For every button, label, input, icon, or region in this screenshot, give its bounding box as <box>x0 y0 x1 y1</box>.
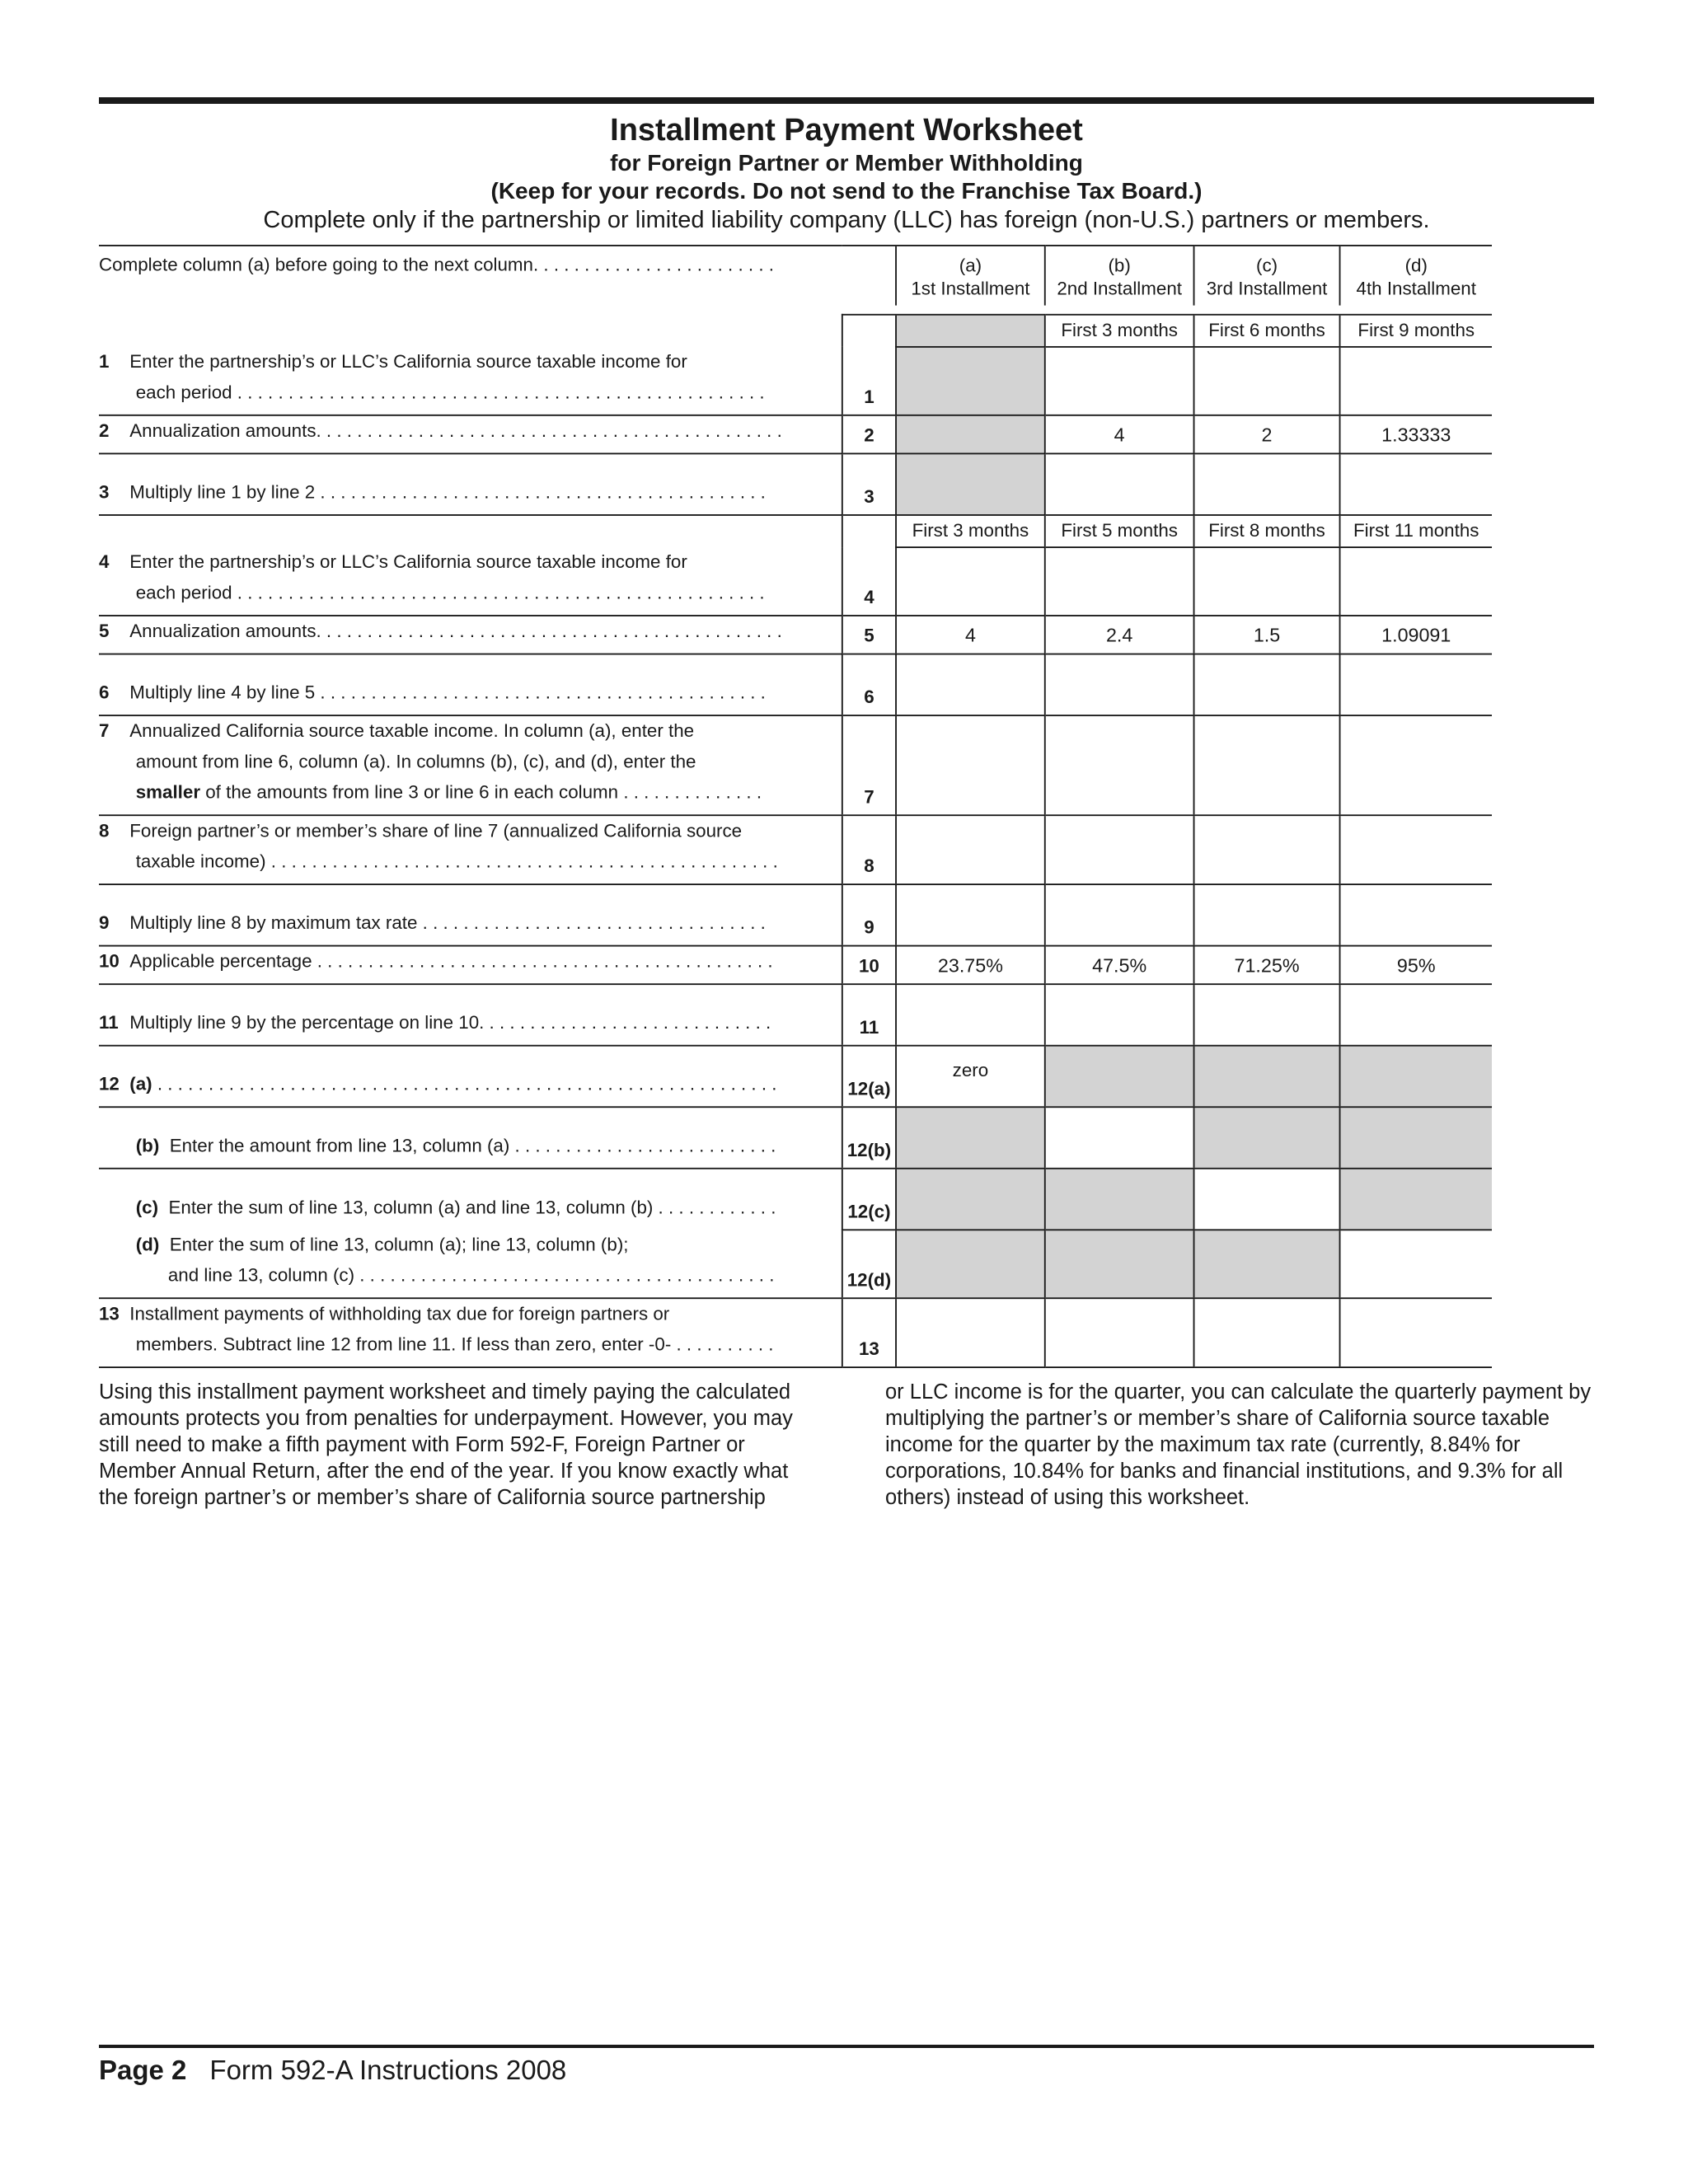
line-5-row <box>99 616 1492 654</box>
entry-cell[interactable] <box>1194 884 1340 946</box>
value-cell: 4 <box>1045 415 1194 454</box>
value-cell: 71.25% <box>1194 946 1340 985</box>
line-7-row <box>99 715 1492 815</box>
line-11-description: 11 Multiply line 9 by the percentage on line 10. . . . . . . . . . . . . . . . . . . . . . . . . . . . . <box>99 984 842 1046</box>
bottom-rule <box>99 2045 1594 2048</box>
entry-cell[interactable] <box>1045 815 1194 884</box>
line-11-row <box>99 984 1492 1046</box>
line-12c-row <box>99 1169 1492 1230</box>
entry-cell[interactable] <box>1340 1298 1492 1367</box>
line-number: 2 <box>842 415 896 454</box>
value-cell <box>896 415 1045 454</box>
title-block <box>99 111 1594 235</box>
entry-cell[interactable] <box>1340 815 1492 884</box>
entry-cell[interactable] <box>1340 347 1492 415</box>
line-number: 12(c) <box>842 1169 896 1230</box>
notes-left-column: Using this installment payment worksheet and timely paying the calculated amounts protects you from penalties for underpayment. However, you may still need to make a fifth payment with Form 592-F, Foreign Partner or Member Annual Return, after the end of the year. If you know exactly what the foreign partner’s or member’s share of California source partnership <box>99 1380 793 1509</box>
value-cell: 95% <box>1340 946 1492 985</box>
top-rule <box>99 97 1594 104</box>
line-number: 6 <box>842 654 896 716</box>
entry-cell[interactable] <box>1045 547 1194 616</box>
entry-cell[interactable] <box>1194 715 1340 815</box>
page-footer <box>99 2052 566 2088</box>
shaded-cell <box>1194 1230 1340 1298</box>
intro-instruction: Complete column (a) before going to the next column. . . . . . . . . . . . . . . . . . . . . . . . <box>99 246 842 306</box>
shaded-cell <box>1194 1046 1340 1108</box>
line-number: 7 <box>842 715 896 815</box>
column-b-header: (b) 2nd Installment <box>1045 246 1194 306</box>
line-5-description: 5 Annualization amounts. . . . . . . . . . . . . . . . . . . . . . . . . . . . . . . . . . . . . . . . . . . . . . <box>99 616 842 654</box>
period-cell: First 8 months <box>1194 515 1340 547</box>
line-3-row <box>99 453 1492 515</box>
value-cell: 2 <box>1194 415 1340 454</box>
line-7-description: 7 Annualized California source taxable income. In column (a), enter the amount from line 6, column (a). In columns (b), (c), and (d), enter the smaller of the amounts from line 3 or line 6 in each column . . . . . . . . . . . . . . <box>99 715 842 815</box>
shaded-cell <box>1340 1046 1492 1108</box>
value-cell: 1.5 <box>1194 616 1340 654</box>
entry-cell[interactable] <box>1340 715 1492 815</box>
line-13-description: 13 Installment payments of withholding tax due for foreign partners or members. Subtract line 12 from line 11. If less than zero, enter -0- . . . . . . . . . . <box>99 1298 842 1367</box>
value-cell: 47.5% <box>1045 946 1194 985</box>
entry-cell[interactable] <box>1045 1298 1194 1367</box>
entry-cell[interactable] <box>896 815 1045 884</box>
line-12a-row <box>99 1046 1492 1108</box>
entry-cell[interactable] <box>1194 654 1340 716</box>
line-6-description: 6 Multiply line 4 by line 5 . . . . . . . . . . . . . . . . . . . . . . . . . . . . . . . . . . . . . . . . . . . . <box>99 654 842 716</box>
entry-cell[interactable] <box>896 654 1045 716</box>
period-cell: First 6 months <box>1194 315 1340 347</box>
entry-cell[interactable] <box>1194 453 1340 515</box>
entry-cell[interactable] <box>1340 453 1492 515</box>
line-2-row <box>99 415 1492 454</box>
entry-cell <box>896 347 1045 415</box>
line-12b-row <box>99 1107 1492 1169</box>
period-row-1 <box>99 315 1492 347</box>
notes-right-column: or LLC income is for the quarter, you can calculate the quarterly payment by multiplying the partner’s or member’s share of California source taxable income for the quarter by the maximum tax rate (currently, 8.84% for corporations, 10.84% for banks and financial institutions, and 9.3% for all others) instead of using this worksheet. <box>885 1380 1592 1509</box>
period-cell <box>896 315 1045 347</box>
keep-notice: (Keep for your records. Do not send to the Franchise Tax Board.) <box>490 178 1203 204</box>
period-cell: First 11 months <box>1340 515 1492 547</box>
line-9-row <box>99 884 1492 946</box>
entry-cell[interactable] <box>896 715 1045 815</box>
column-a-header: (a) 1st Installment <box>896 246 1045 306</box>
entry-cell[interactable] <box>1045 884 1194 946</box>
line-8-row <box>99 815 1492 884</box>
shaded-cell <box>1340 1107 1492 1169</box>
line-10-description: 10 Applicable percentage . . . . . . . . . . . . . . . . . . . . . . . . . . . . . . . . . . . . . . . . . . . . . <box>99 946 842 985</box>
period-cell: First 9 months <box>1340 315 1492 347</box>
entry-cell[interactable] <box>1340 547 1492 616</box>
entry-cell[interactable] <box>1194 984 1340 1046</box>
value-cell: 1.09091 <box>1340 616 1492 654</box>
entry-cell[interactable] <box>1340 884 1492 946</box>
line-1-row <box>99 347 1492 415</box>
period-cell: First 3 months <box>896 515 1045 547</box>
eligibility-note: Complete only if the partnership or limited liability company (LLC) has foreign (non-U.S.) partners or members. <box>263 207 1430 233</box>
page-number: Page 2 <box>99 2055 187 2085</box>
line-number: 8 <box>842 815 896 884</box>
entry-cell[interactable] <box>1194 347 1340 415</box>
entry-cell[interactable] <box>1340 654 1492 716</box>
period-row-2 <box>99 515 1492 547</box>
line-number: 11 <box>842 984 896 1046</box>
entry-cell[interactable] <box>896 884 1045 946</box>
entry-cell[interactable] <box>1045 654 1194 716</box>
column-header-row <box>99 246 1492 306</box>
line-3-description: 3 Multiply line 1 by line 2 . . . . . . . . . . . . . . . . . . . . . . . . . . . . . . . . . . . . . . . . . . . . <box>99 453 842 515</box>
value-cell: 1.33333 <box>1340 415 1492 454</box>
entry-cell[interactable] <box>896 984 1045 1046</box>
worksheet-subtitle: for Foreign Partner or Member Withholding <box>610 150 1083 176</box>
line-number: 13 <box>842 1298 896 1367</box>
worksheet-title: Installment Payment Worksheet <box>610 113 1083 148</box>
value-cell: zero <box>896 1046 1045 1108</box>
entry-cell[interactable] <box>1340 1230 1492 1298</box>
form-name: Form 592-A Instructions 2008 <box>209 2055 567 2085</box>
value-cell: 4 <box>896 616 1045 654</box>
entry-cell[interactable] <box>1194 547 1340 616</box>
entry-cell[interactable] <box>1340 984 1492 1046</box>
line-1-description: 1 Enter the partnership’s or LLC’s California source taxable income for each period . . . . . . . . . . . . . . . . . . . . . . . . . . . . . . . . . . . . . . . . . . . . . . . . . . . . <box>99 347 842 415</box>
entry-cell[interactable] <box>896 547 1045 616</box>
shaded-cell <box>1045 1046 1194 1108</box>
entry-cell[interactable] <box>1045 453 1194 515</box>
entry-cell[interactable] <box>1194 815 1340 884</box>
line-number: 12(d) <box>842 1230 896 1298</box>
line-number: 1 <box>842 347 896 415</box>
value-cell: 2.4 <box>1045 616 1194 654</box>
entry-cell[interactable] <box>1194 1298 1340 1367</box>
shaded-cell <box>896 1107 1045 1169</box>
entry-cell <box>896 453 1045 515</box>
line-number: 9 <box>842 884 896 946</box>
shaded-cell <box>1045 1169 1194 1230</box>
shaded-cell <box>1045 1230 1194 1298</box>
line-2-description: 2 Annualization amounts. . . . . . . . . . . . . . . . . . . . . . . . . . . . . . . . . . . . . . . . . . . . . . <box>99 415 842 454</box>
line-4-description: 4 Enter the partnership’s or LLC’s California source taxable income for each period . . . . . . . . . . . . . . . . . . . . . . . . . . . . . . . . . . . . . . . . . . . . . . . . . . . . <box>99 547 842 616</box>
column-d-header: (d) 4th Installment <box>1340 246 1492 306</box>
shaded-cell <box>1194 1107 1340 1169</box>
value-cell: 23.75% <box>896 946 1045 985</box>
entry-cell[interactable] <box>1045 715 1194 815</box>
line-number: 3 <box>842 453 896 515</box>
entry-cell[interactable] <box>1045 347 1194 415</box>
line-number: 12(a) <box>842 1046 896 1108</box>
line-number: 10 <box>842 946 896 985</box>
explanatory-notes <box>99 1379 1594 1511</box>
line-12c-description: (c) Enter the sum of line 13, column (a) and line 13, column (b) . . . . . . . . . . . . <box>135 1197 776 1219</box>
line-8-description: 8 Foreign partner’s or member’s share of line 7 (annualized California source taxable income) . . . . . . . . . . . . . . . . . . . . . . . . . . . . . . . . . . . . . . . . . . . . . . . . . . <box>99 815 842 884</box>
shaded-cell <box>896 1169 1045 1230</box>
line-10-row <box>99 946 1492 985</box>
line-4-row <box>99 547 1492 616</box>
entry-cell[interactable] <box>896 1298 1045 1367</box>
shaded-cell <box>1340 1169 1492 1230</box>
period-cell: First 5 months <box>1045 515 1194 547</box>
line-12a-description: 12 (a) . . . . . . . . . . . . . . . . . . . . . . . . . . . . . . . . . . . . . . . . . . . . . . . . . . . . . . . . . . . . . <box>99 1046 842 1108</box>
worksheet-table <box>99 245 1492 1368</box>
line-13-row <box>99 1298 1492 1367</box>
line-12d-description: (d) Enter the sum of line 13, column (a); line 13, column (b); and line 13, column (c) . . . . . . . . . . . . . . . . . . . . . . . . . . . . . . . . . . . . . . . . . <box>99 1230 842 1298</box>
column-c-header: (c) 3rd Installment <box>1194 246 1340 306</box>
shaded-cell <box>896 1230 1045 1298</box>
period-cell: First 3 months <box>1045 315 1194 347</box>
line-9-description: 9 Multiply line 8 by maximum tax rate . . . . . . . . . . . . . . . . . . . . . . . . . . . . . . . . . . <box>99 884 842 946</box>
entry-cell[interactable] <box>1194 1169 1340 1230</box>
line-number: 12(b) <box>842 1107 896 1169</box>
line-12d-row <box>99 1230 1492 1298</box>
line-6-row <box>99 654 1492 716</box>
line-number: 5 <box>842 616 896 654</box>
entry-cell[interactable] <box>1045 984 1194 1046</box>
line-12b-description: (b) Enter the amount from line 13, column (a) . . . . . . . . . . . . . . . . . . . . . . . . . . <box>99 1107 842 1169</box>
entry-cell[interactable] <box>1045 1107 1194 1169</box>
line-number: 4 <box>842 547 896 616</box>
